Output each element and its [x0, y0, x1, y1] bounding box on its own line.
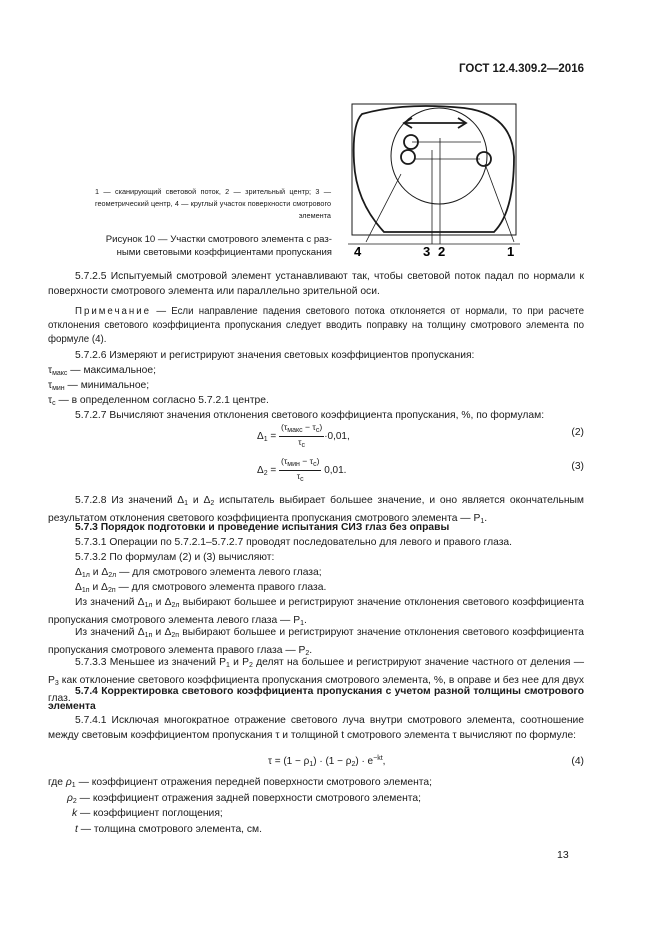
note-heading: Примечание: [75, 306, 152, 317]
formula-3: $\Delta_2$ = $\frac{(\tau_{мин} - \tau_с)}{\tau_с}$ 0,01.: [257, 456, 347, 483]
page-number: 13: [557, 849, 569, 861]
formula-2-number: (2): [571, 427, 584, 438]
tau-c-text: — в определенном согласно 5.7.2.1 центре.: [55, 395, 269, 406]
delta-left-line: $\Delta_{1л}$ и $\Delta_{2л}$ — для смотрового элемента левого глаза;: [75, 567, 322, 579]
tau-max-text: — максимальное;: [67, 365, 156, 376]
paragraph-5-7-2-5: 5.7.2.5 Испытуемый смотровой элемент устанавливают так, чтобы световой поток падал по нормали к поверхности смотрового элемента или параллельно зрительной оси.: [48, 271, 584, 297]
figure-caption-line2: ными световыми коэффициентами пропускания: [116, 247, 332, 258]
tau-max-subscript: макс: [52, 370, 68, 377]
formula-2-fraction: $\frac{(\tau_{макс} - \tau_с)}{\tau_с}$: [281, 422, 323, 449]
figure-label-1: 1: [507, 244, 515, 259]
paragraph-5-7-2-7: 5.7.2.7 Вычисляют значения отклонения светового коэффициента пропускания, %, по формулам:: [75, 410, 545, 421]
formula-4-number: (4): [571, 756, 584, 767]
figure-label-3: 3: [423, 244, 431, 259]
formula-2: $\Delta_1$ = $\frac{(\tau_{макс} - \tau_с)}{\tau_с}$ ·0,01,: [257, 422, 350, 449]
formula-4: $\tau = (1 - \rho_1) \cdot (1 - \rho_2) \cdot e^{-kt}$,: [268, 755, 386, 768]
figure-label-4: 4: [354, 244, 362, 259]
paragraph-left-eye-result: Из значений $\Delta_{1л}$ и $\Delta_{2л}$ выбирают большее и регистрируют значение отклонения светового коэффициента пропускания смотрового элемента левого глаза — $P_1$.: [48, 597, 584, 627]
tau-symbol: τ: [48, 395, 53, 406]
figure-caption: [70, 233, 332, 259]
tau-symbol: τ: [48, 365, 53, 376]
paragraph-right-eye-result: Из значений $\Delta_{1п}$ и $\Delta_{2п}$ выбирают большее и регистрируют значение отклонения светового коэффициента пропускания смотрового элемента правого глаза — $P_2$.: [48, 627, 584, 657]
formula-3-number: (3): [571, 461, 584, 472]
where-rho1: где $\rho_1$ — коэффициент отражения передней поверхности смотрового элемента;: [48, 777, 432, 789]
figure-label-2: 2: [438, 244, 446, 259]
formula-3-fraction: $\frac{(\tau_{мин} - \tau_с)}{\tau_с}$: [281, 456, 320, 483]
where-t: t — толщина смотрового элемента, см.: [75, 824, 262, 835]
delta-right-line: $\Delta_{1п}$ и $\Delta_{2п}$ — для смотрового элемента правого глаза.: [75, 582, 327, 594]
paragraph-5-7-3-2: 5.7.3.2 По формулам (2) и (3) вычисляют:: [75, 552, 275, 563]
tau-min-subscript: мин: [52, 385, 65, 392]
figure-10-diagram: [344, 102, 524, 262]
paragraph-5-7-3-1: 5.7.3.1 Операции по 5.7.2.1–5.7.2.7 проводят последовательно для левого и правого глаза.: [75, 537, 513, 548]
heading-5-7-3: 5.7.3 Порядок подготовки и проведение испытания СИЗ глаз без оправы: [75, 522, 450, 533]
left-spot-circle-2: [401, 150, 415, 164]
paragraph-5-7-2-8: 5.7.2.8 Из значений $\Delta_1$ и $\Delta_2$ испытатель выбирает большее значение, и оно является окончательным результатом отклонения светового коэффициента пропускания смотрового элемента — $P_1$.: [48, 495, 584, 525]
document-header: ГОСТ 12.4.309.2—2016: [459, 63, 584, 75]
figure-legend: 1 — сканирующий световой поток, 2 — зрительный центр; 3 — геометрический центр, 4 — круглый участок поверхности смотрового элемента: [95, 187, 331, 220]
where-rho2: $\rho_2$ — коэффициент отражения задней поверхности смотрового элемента;: [67, 793, 421, 805]
figure-caption-line1: Рисунок 10 — Участки смотрового элемента с раз-: [105, 234, 332, 245]
tau-symbol: τ: [48, 380, 53, 391]
heading-5-7-4: 5.7.4 Корректировка светового коэффициента пропускания с учетом разной толщины смотрового элемента: [48, 686, 584, 712]
where-k: k — коэффициент поглощения;: [72, 808, 223, 819]
note-text: — Если направление падения светового потока отклоняется от нормали, то при расчете отклонения светового коэффициента пропускания следует вводить поправку на толщину смотрового элемента по формуле (4).: [48, 306, 584, 345]
note: [48, 305, 584, 347]
viewing-element-outline: [354, 106, 514, 232]
tau-min-text: — минимальное;: [64, 380, 150, 391]
tau-c-subscript: c: [52, 400, 56, 407]
paragraph-5-7-3-3: 5.7.3.3 Меньшее из значений $P_1$ и $P_2$ делят на большее и регистрируют значение частного от деления $—P_3$ как отклонение светового коэффициента пропускания смотрового элемента, %, в оправе и без нее для двух глаз.: [48, 657, 584, 704]
paragraph-5-7-2-6: 5.7.2.6 Измеряют и регистрируют значения световых коэффициентов пропускания:: [75, 350, 475, 361]
paragraph-5-7-4-1: 5.7.4.1 Исключая многократное отражение светового луча внутри смотрового элемента, соотношение между световым коэффициентом пропускания τ и толщиной t смотрового элемента τ вычисляют по формуле:: [48, 715, 584, 741]
